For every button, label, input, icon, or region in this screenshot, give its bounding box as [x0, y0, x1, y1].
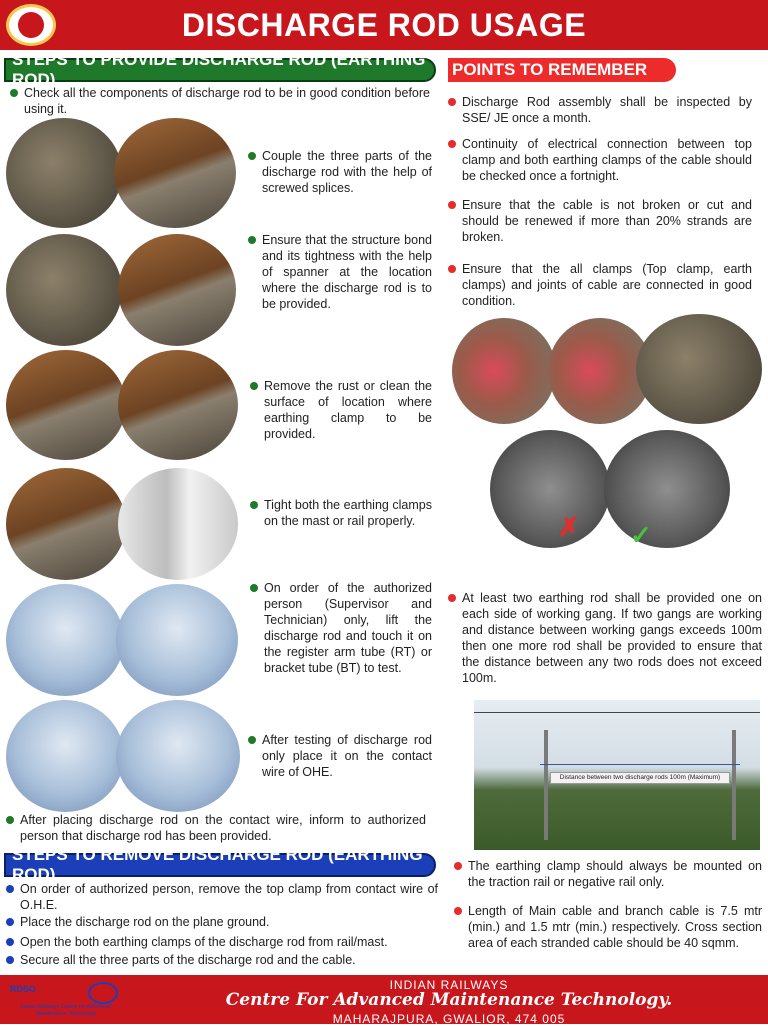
- point-7: Length of Main cable and branch cable is 7.5 mtr (min.) and 1.5 mtr (min.) respectively. Cross section area of each stranded cable should be 40 sqmm.: [454, 903, 762, 951]
- bullet-icon: [454, 907, 462, 915]
- photo-bracket-tube: [116, 584, 238, 696]
- bullet-icon: [448, 201, 456, 209]
- provide-step-7: After testing of discharge rod only place it on the contact wire of OHE.: [248, 732, 432, 780]
- point-2: Continuity of electrical connection between top clamp and both earthing clamps of the cable should be checked once a fortnight.: [448, 136, 752, 184]
- bullet-icon: [448, 594, 456, 602]
- photo-rod-distance: [474, 700, 760, 850]
- bullet-icon: [248, 152, 256, 160]
- point-5: At least two earthing rod shall be provided one on each side of working gang. If two gangs are working and distance between working gangs exceeds 100m then one more rod shall be provided to ensure that the distance between any two rods does not exceed 100m.: [448, 590, 762, 686]
- remove-section-title: STEPS TO REMOVE DISCHARGE ROD (EARTHING ROD): [4, 853, 436, 877]
- photo-spanner-tightening: [118, 234, 236, 346]
- photo-structure-bond: [6, 234, 122, 346]
- bullet-icon: [250, 584, 258, 592]
- photo-ohe-structure: [6, 700, 124, 812]
- photo-clamp-right: [604, 430, 730, 548]
- bullet-icon: [10, 89, 18, 97]
- provide-step-1: Check all the components of discharge rod to be in good condition before using it.: [10, 85, 430, 117]
- header-banner: [0, 0, 768, 50]
- bullet-icon: [6, 918, 14, 926]
- points-section-title: POINTS TO REMEMBER: [448, 58, 676, 82]
- point-4: Ensure that the all clamps (Top clamp, earth clamps) and joints of cable are connected in good condition.: [448, 261, 752, 309]
- photo-rust-cleaning: [6, 350, 126, 460]
- photo-contact-wire: [116, 700, 240, 812]
- photo-clamp-mast: [118, 468, 238, 580]
- footer-org: INDIAN RAILWAYS: [389, 978, 509, 992]
- page-title: DISCHARGE ROD USAGE: [181, 6, 587, 43]
- photo-rod-parts: [6, 118, 122, 228]
- provide-step-4: Remove the rust or clean the surface of location where earthing clamp to be provided.: [250, 378, 432, 442]
- photo-clamp-rail: [6, 468, 126, 580]
- bullet-icon: [448, 98, 456, 106]
- point-6: The earthing clamp should always be mounted on the traction rail or negative rail only.: [454, 858, 762, 890]
- bullet-icon: [248, 236, 256, 244]
- wrong-mark-icon: ✗: [558, 512, 580, 542]
- bullet-icon: [448, 140, 456, 148]
- photo-top-clamp-1: [452, 318, 556, 424]
- bullet-icon: [250, 501, 258, 509]
- provide-step-3: Ensure that the structure bond and its tightness with the help of spanner at the location where the discharge rod is to be provided.: [248, 232, 432, 312]
- bullet-icon: [6, 885, 14, 893]
- footer-centre: Centre For Advanced Maintenance Technology.: [225, 990, 673, 1010]
- provide-step-8: After placing discharge rod on the contact wire, inform to authorized person that discharge rod has been provided.: [6, 812, 426, 844]
- remove-step-3: Open the both earthing clamps of the discharge rod from rail/mast.: [6, 934, 438, 950]
- indian-railways-logo-icon: [6, 4, 56, 46]
- provide-step-2: Couple the three parts of the discharge rod with the help of screwed splices.: [248, 148, 432, 196]
- rdso-logo-icon: RDSO: [10, 984, 37, 994]
- photo-clean-surface: [118, 350, 238, 460]
- remove-step-4: Secure all the three parts of the discharge rod and the cable.: [6, 952, 438, 968]
- provide-step-6: On order of the authorized person (Supervisor and Technician) only, lift the discharge rod and touch it on the register arm tube (RT) or bracket tube (BT) to test.: [250, 580, 432, 676]
- photo-register-arm: [6, 584, 124, 696]
- logo-caption: Indian Railways Centre for Advanced Maintenance Technology: [20, 1004, 112, 1017]
- point-3: Ensure that the cable is not broken or cut and should be renewed if more than 20% strands are broken.: [448, 197, 752, 245]
- bullet-icon: [248, 736, 256, 744]
- photo-coupling-rod: [114, 118, 236, 228]
- bullet-icon: [454, 862, 462, 870]
- bullet-icon: [6, 938, 14, 946]
- point-1: Discharge Rod assembly shall be inspected by SSE/ JE once a month.: [448, 94, 752, 126]
- bullet-icon: [6, 956, 14, 964]
- photo-caption: Distance between two discharge rods 100m (Maximum): [550, 772, 730, 784]
- photo-top-clamp-3: [636, 314, 762, 424]
- bullet-icon: [250, 382, 258, 390]
- provide-step-5: Tight both the earthing clamps on the mast or rail properly.: [250, 497, 432, 529]
- footer-address: MAHARAJPURA, GWALIOR, 474 005: [332, 1012, 566, 1026]
- photo-clamp-wrong: [490, 430, 610, 548]
- bullet-icon: [448, 265, 456, 273]
- remove-step-1: On order of authorized person, remove the top clamp from contact wire of O.H.E.: [6, 881, 438, 913]
- right-mark-icon: ✓: [630, 520, 652, 550]
- remove-step-2: Place the discharge rod on the plane ground.: [6, 914, 438, 930]
- bullet-icon: [6, 816, 14, 824]
- camtech-logo-icon: [88, 982, 118, 1004]
- provide-section-title: STEPS TO PROVIDE DISCHARGE ROD (EARTHING ROD): [4, 58, 436, 82]
